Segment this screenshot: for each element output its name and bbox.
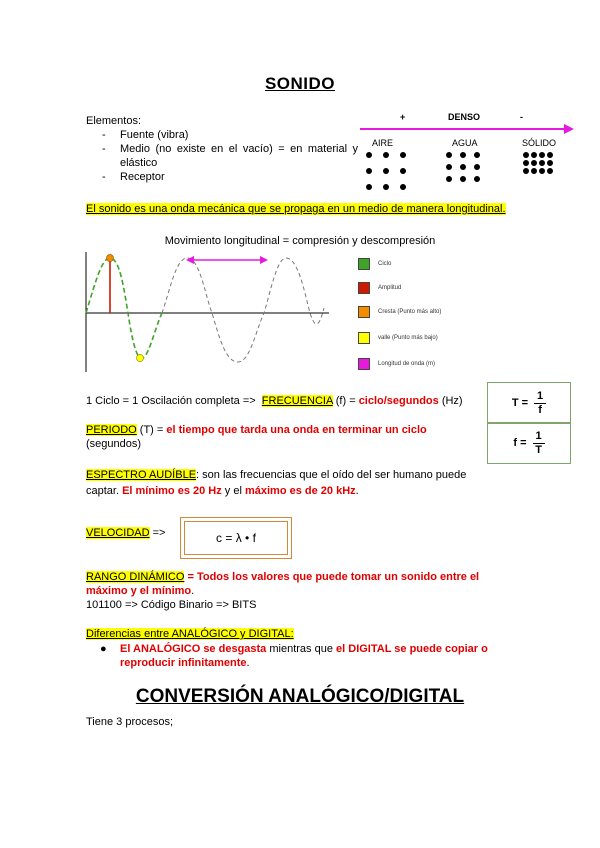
velocity-line: VELOCIDAD => <box>86 527 166 539</box>
water-particles <box>446 152 480 182</box>
processes-text: Tiene 3 procesos; <box>86 716 174 728</box>
conversion-title: CONVERSIÓN ANALÓGICO/DIGITAL <box>135 686 465 707</box>
list-item: - Receptor <box>86 170 358 184</box>
state-solido: SÓLIDO <box>522 138 557 148</box>
velocity-formula: c = λ • f <box>184 521 288 555</box>
period-formula: T = $\frac{1}{f}$ <box>487 382 571 424</box>
frequency-formula: f = $\frac{1}{T}$ <box>487 422 571 464</box>
elements-heading: Elementos: <box>86 115 142 127</box>
list-item: - Fuente (vibra) <box>86 128 358 142</box>
air-particles <box>366 152 406 190</box>
minus-sign: - <box>520 112 523 122</box>
binary-line: 101100 => Código Binario => BITS <box>86 599 257 611</box>
page-title: SONIDO <box>264 74 336 93</box>
legend-item: Cresta (Punto más alto) <box>358 306 441 318</box>
elements-section <box>86 114 358 184</box>
state-agua: AGUA <box>452 138 478 148</box>
state-aire: AIRE <box>372 138 394 148</box>
frequency-line: 1 Ciclo = 1 Oscilación completa => FRECUENCIA (f) = ciclo/segundos (Hz) <box>86 395 463 407</box>
legend-item: Longitud de onda (m) <box>358 358 435 370</box>
legend-item: valle (Punto más bajo) <box>358 332 438 344</box>
wave-caption: Movimiento longitudinal = compresión y descompresión <box>164 235 436 247</box>
sound-definition: El sonido es una onda mecánica que se propaga en un medio de manera longitudinal. <box>86 203 506 215</box>
density-label: DENSO <box>448 112 481 122</box>
velocity-formula-box <box>180 517 292 559</box>
density-diagram <box>360 112 575 197</box>
cycle-wave <box>86 258 162 358</box>
density-arrow <box>360 124 575 134</box>
solid-particles <box>523 152 553 174</box>
legend-item: Amplitud <box>358 282 401 294</box>
dynamic-range: RANGO DINÁMICO = Todos los valores que puede tomar un sonido entre el máximo y el mínimo. <box>86 571 480 597</box>
elements-list <box>86 128 358 184</box>
period-line: PERIODO (T) = el tiempo que tarda una onda en terminar un ciclo (segundos) <box>86 424 427 450</box>
trough-point <box>137 355 144 362</box>
differences-heading: Diferencias entre ANALÓGICO y DIGITAL: <box>86 628 294 640</box>
legend-item: Ciclo <box>358 258 391 270</box>
audible-spectrum: ESPECTRO AUDÍBLE: son las frecuencias que el oído del ser humano puede captar. El mínimo es 20 Hz y el máximo es de 20 kHz. <box>86 469 467 497</box>
differences-item: ● El ANALÓGICO se desgasta mientras que el DIGITAL se puede copiar o reproducir infinitamente. <box>100 643 488 669</box>
crest-point <box>107 255 114 262</box>
continuation-wave <box>162 258 324 362</box>
wave-diagram <box>84 250 334 375</box>
plus-sign: + <box>400 112 406 122</box>
list-item: - Medio (no existe en el vacío) = en material y elástico <box>86 142 358 170</box>
